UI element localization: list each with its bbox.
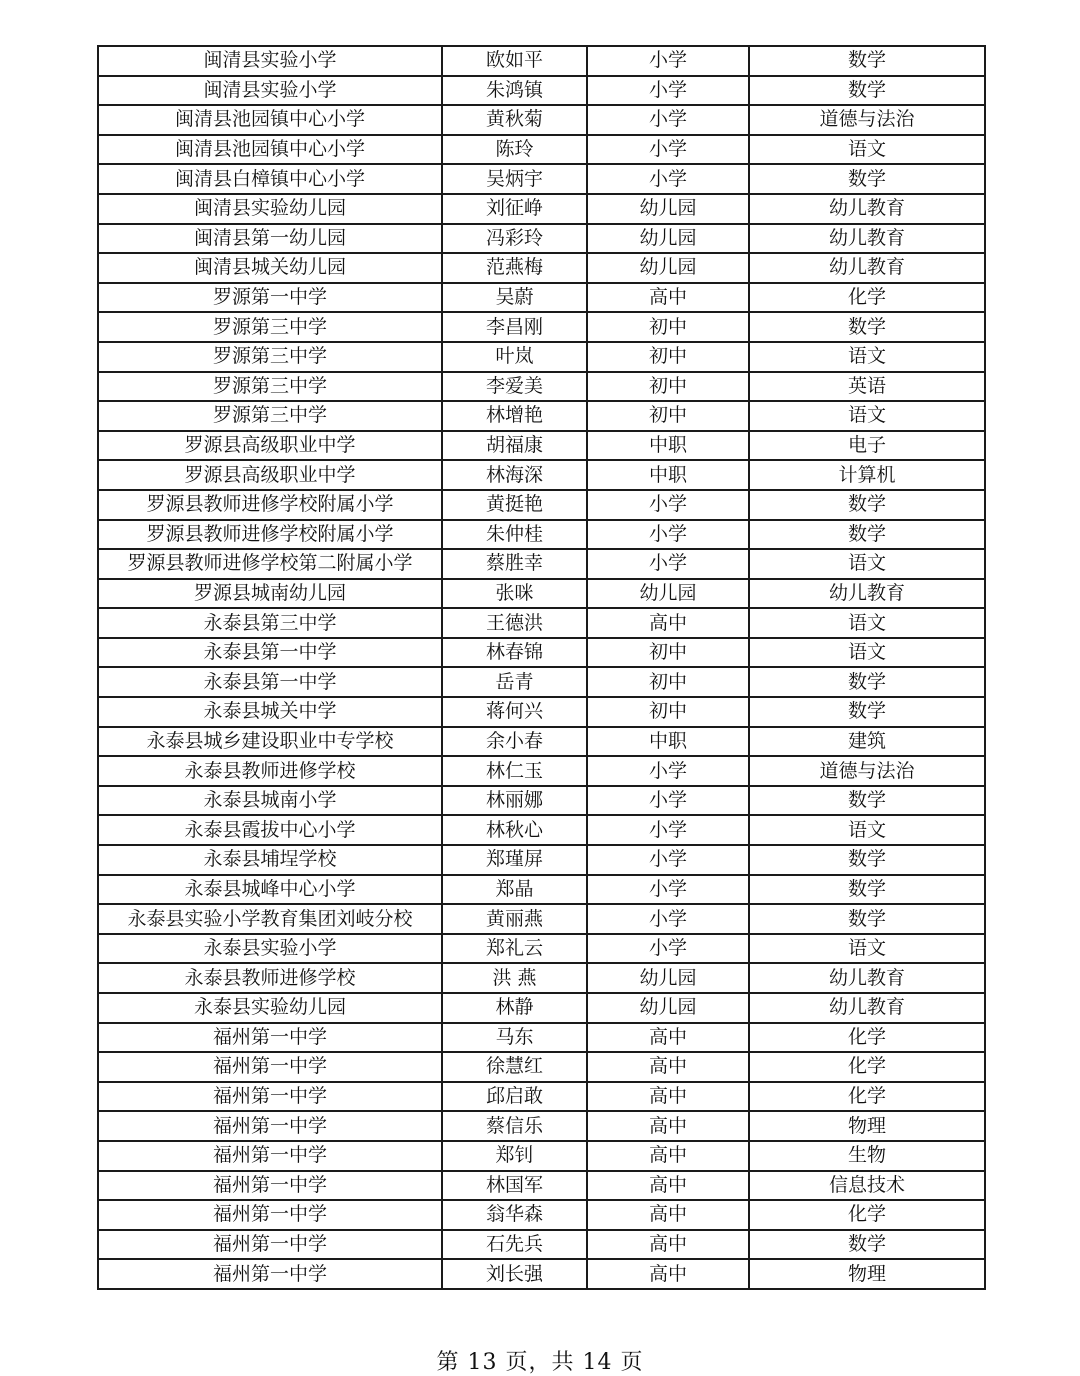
teacher-name-cell: 林静 [442, 993, 587, 1023]
school-cell: 闽清县实验小学 [98, 46, 442, 76]
level-cell: 幼儿园 [587, 194, 749, 224]
level-cell: 初中 [587, 342, 749, 372]
table-row [98, 401, 985, 431]
level-cell: 小学 [587, 490, 749, 520]
page-footer: 第 13 页，共 14 页 [436, 1350, 644, 1375]
teacher-name-cell: 吴炳宇 [442, 164, 587, 194]
level-cell: 幼儿园 [587, 993, 749, 1023]
level-cell: 中职 [587, 431, 749, 461]
subject-cell: 语文 [749, 608, 985, 638]
table-row [98, 1141, 985, 1171]
teacher-name-cell: 刘征峥 [442, 194, 587, 224]
teacher-name-cell: 郑礼云 [442, 934, 587, 964]
level-cell: 小学 [587, 46, 749, 76]
table-row [98, 845, 985, 875]
level-cell: 中职 [587, 460, 749, 490]
subject-cell: 数学 [749, 490, 985, 520]
level-cell: 小学 [587, 135, 749, 165]
table-row [98, 727, 985, 757]
subject-cell: 语文 [749, 135, 985, 165]
teacher-name-cell: 范燕梅 [442, 253, 587, 283]
subject-cell: 数学 [749, 1230, 985, 1260]
subject-cell: 语文 [749, 934, 985, 964]
level-cell: 高中 [587, 1111, 749, 1141]
teacher-name-cell: 黄丽燕 [442, 904, 587, 934]
table-row [98, 1171, 985, 1201]
teacher-name-cell: 李爱美 [442, 372, 587, 402]
teacher-name-cell: 蔡胜幸 [442, 549, 587, 579]
school-cell: 闽清县池园镇中心小学 [98, 135, 442, 165]
school-cell: 罗源县高级职业中学 [98, 431, 442, 461]
subject-cell: 数学 [749, 46, 985, 76]
school-cell: 福州第一中学 [98, 1052, 442, 1082]
school-cell: 罗源县教师进修学校附属小学 [98, 520, 442, 550]
school-cell: 罗源县城南幼儿园 [98, 579, 442, 609]
level-cell: 初中 [587, 372, 749, 402]
school-cell: 永泰县第一中学 [98, 638, 442, 668]
level-cell: 幼儿园 [587, 224, 749, 254]
teacher-name-cell: 林春锦 [442, 638, 587, 668]
school-cell: 永泰县第一中学 [98, 667, 442, 697]
subject-cell: 数学 [749, 76, 985, 106]
teacher-name-cell: 蒋何兴 [442, 697, 587, 727]
subject-cell: 化学 [749, 1023, 985, 1053]
level-cell: 高中 [587, 1023, 749, 1053]
teacher-name-cell: 胡福康 [442, 431, 587, 461]
school-cell: 闽清县实验小学 [98, 76, 442, 106]
table-row [98, 756, 985, 786]
school-cell: 罗源第三中学 [98, 312, 442, 342]
roster-table-container [97, 45, 984, 1290]
teacher-name-cell: 岳青 [442, 667, 587, 697]
teacher-name-cell: 林国军 [442, 1171, 587, 1201]
table-row [98, 342, 985, 372]
subject-cell: 物理 [749, 1259, 985, 1289]
table-row [98, 490, 985, 520]
school-cell: 永泰县霞拔中心小学 [98, 815, 442, 845]
teacher-name-cell: 郑钊 [442, 1141, 587, 1171]
level-cell: 中职 [587, 727, 749, 757]
subject-cell: 化学 [749, 1200, 985, 1230]
subject-cell: 幼儿教育 [749, 993, 985, 1023]
subject-cell: 语文 [749, 401, 985, 431]
teacher-name-cell: 马东 [442, 1023, 587, 1053]
school-cell: 永泰县城南小学 [98, 786, 442, 816]
level-cell: 高中 [587, 1259, 749, 1289]
subject-cell: 语文 [749, 815, 985, 845]
subject-cell: 数学 [749, 164, 985, 194]
subject-cell: 数学 [749, 904, 985, 934]
table-row [98, 283, 985, 313]
teacher-name-cell: 邱启敢 [442, 1082, 587, 1112]
level-cell: 小学 [587, 756, 749, 786]
level-cell: 幼儿园 [587, 253, 749, 283]
table-row [98, 1230, 985, 1260]
school-cell: 永泰县埔埕学校 [98, 845, 442, 875]
subject-cell: 幼儿教育 [749, 224, 985, 254]
table-row [98, 549, 985, 579]
level-cell: 初中 [587, 667, 749, 697]
school-cell: 闽清县第一幼儿园 [98, 224, 442, 254]
table-row [98, 608, 985, 638]
school-cell: 永泰县城峰中心小学 [98, 875, 442, 905]
table-row [98, 638, 985, 668]
subject-cell: 化学 [749, 1052, 985, 1082]
level-cell: 小学 [587, 520, 749, 550]
table-row [98, 934, 985, 964]
level-cell: 小学 [587, 164, 749, 194]
teacher-name-cell: 黄秋菊 [442, 105, 587, 135]
teacher-name-cell: 黄挺艳 [442, 490, 587, 520]
school-cell: 罗源第三中学 [98, 342, 442, 372]
table-row [98, 46, 985, 76]
level-cell: 小学 [587, 549, 749, 579]
level-cell: 初中 [587, 697, 749, 727]
teacher-name-cell: 翁华森 [442, 1200, 587, 1230]
teacher-name-cell: 余小春 [442, 727, 587, 757]
teacher-name-cell: 徐慧红 [442, 1052, 587, 1082]
roster-table [97, 45, 986, 1290]
school-cell: 福州第一中学 [98, 1259, 442, 1289]
level-cell: 小学 [587, 76, 749, 106]
school-cell: 福州第一中学 [98, 1171, 442, 1201]
level-cell: 小学 [587, 845, 749, 875]
teacher-name-cell: 林海深 [442, 460, 587, 490]
level-cell: 小学 [587, 875, 749, 905]
teacher-name-cell: 王德洪 [442, 608, 587, 638]
level-cell: 初中 [587, 638, 749, 668]
subject-cell: 物理 [749, 1111, 985, 1141]
subject-cell: 数学 [749, 697, 985, 727]
level-cell: 高中 [587, 283, 749, 313]
table-row [98, 667, 985, 697]
table-row [98, 904, 985, 934]
level-cell: 高中 [587, 1230, 749, 1260]
school-cell: 罗源第三中学 [98, 401, 442, 431]
subject-cell: 幼儿教育 [749, 194, 985, 224]
table-row [98, 786, 985, 816]
school-cell: 永泰县城关中学 [98, 697, 442, 727]
school-cell: 罗源县高级职业中学 [98, 460, 442, 490]
school-cell: 福州第一中学 [98, 1082, 442, 1112]
table-row [98, 76, 985, 106]
level-cell: 小学 [587, 904, 749, 934]
school-cell: 罗源第一中学 [98, 283, 442, 313]
subject-cell: 数学 [749, 520, 985, 550]
table-row [98, 105, 985, 135]
school-cell: 罗源第三中学 [98, 372, 442, 402]
table-row [98, 697, 985, 727]
subject-cell: 英语 [749, 372, 985, 402]
school-cell: 闽清县城关幼儿园 [98, 253, 442, 283]
teacher-name-cell: 李昌刚 [442, 312, 587, 342]
table-row [98, 1023, 985, 1053]
teacher-name-cell: 林增艳 [442, 401, 587, 431]
level-cell: 高中 [587, 608, 749, 638]
subject-cell: 建筑 [749, 727, 985, 757]
teacher-name-cell: 刘长强 [442, 1259, 587, 1289]
school-cell: 永泰县第三中学 [98, 608, 442, 638]
subject-cell: 语文 [749, 549, 985, 579]
table-row [98, 194, 985, 224]
teacher-name-cell: 林秋心 [442, 815, 587, 845]
table-row [98, 875, 985, 905]
table-row [98, 1200, 985, 1230]
subject-cell: 语文 [749, 342, 985, 372]
teacher-name-cell: 蔡信乐 [442, 1111, 587, 1141]
subject-cell: 数学 [749, 786, 985, 816]
school-cell: 罗源县教师进修学校第二附属小学 [98, 549, 442, 579]
table-row [98, 135, 985, 165]
teacher-name-cell: 叶岚 [442, 342, 587, 372]
teacher-name-cell: 石先兵 [442, 1230, 587, 1260]
school-cell: 永泰县实验小学教育集团刘岐分校 [98, 904, 442, 934]
roster-table-body [98, 46, 985, 1289]
school-cell: 福州第一中学 [98, 1200, 442, 1230]
level-cell: 小学 [587, 934, 749, 964]
school-cell: 永泰县教师进修学校 [98, 963, 442, 993]
school-cell: 永泰县实验幼儿园 [98, 993, 442, 1023]
subject-cell: 数学 [749, 667, 985, 697]
table-row [98, 1111, 985, 1141]
subject-cell: 幼儿教育 [749, 579, 985, 609]
table-row [98, 164, 985, 194]
school-cell: 闽清县白樟镇中心小学 [98, 164, 442, 194]
school-cell: 闽清县池园镇中心小学 [98, 105, 442, 135]
level-cell: 小学 [587, 105, 749, 135]
level-cell: 高中 [587, 1171, 749, 1201]
subject-cell: 化学 [749, 283, 985, 313]
level-cell: 小学 [587, 815, 749, 845]
table-row [98, 1259, 985, 1289]
teacher-name-cell: 朱鸿镇 [442, 76, 587, 106]
table-row [98, 372, 985, 402]
level-cell: 初中 [587, 401, 749, 431]
table-row [98, 312, 985, 342]
school-cell: 福州第一中学 [98, 1230, 442, 1260]
teacher-name-cell: 郑瑾屏 [442, 845, 587, 875]
subject-cell: 幼儿教育 [749, 253, 985, 283]
subject-cell: 道德与法治 [749, 105, 985, 135]
table-row [98, 993, 985, 1023]
teacher-name-cell: 洪 燕 [442, 963, 587, 993]
teacher-name-cell: 冯彩玲 [442, 224, 587, 254]
table-row [98, 1082, 985, 1112]
subject-cell: 数学 [749, 875, 985, 905]
teacher-name-cell: 朱仲桂 [442, 520, 587, 550]
teacher-name-cell: 吴蔚 [442, 283, 587, 313]
school-cell: 福州第一中学 [98, 1141, 442, 1171]
subject-cell: 计算机 [749, 460, 985, 490]
level-cell: 高中 [587, 1141, 749, 1171]
table-row [98, 224, 985, 254]
subject-cell: 生物 [749, 1141, 985, 1171]
subject-cell: 幼儿教育 [749, 963, 985, 993]
school-cell: 永泰县城乡建设职业中专学校 [98, 727, 442, 757]
teacher-name-cell: 欧如平 [442, 46, 587, 76]
level-cell: 小学 [587, 786, 749, 816]
teacher-name-cell: 林仁玉 [442, 756, 587, 786]
table-row [98, 253, 985, 283]
table-row [98, 579, 985, 609]
subject-cell: 语文 [749, 638, 985, 668]
table-row [98, 431, 985, 461]
level-cell: 幼儿园 [587, 963, 749, 993]
school-cell: 福州第一中学 [98, 1023, 442, 1053]
teacher-name-cell: 林丽娜 [442, 786, 587, 816]
school-cell: 永泰县教师进修学校 [98, 756, 442, 786]
table-row [98, 963, 985, 993]
table-row [98, 520, 985, 550]
subject-cell: 数学 [749, 845, 985, 875]
subject-cell: 电子 [749, 431, 985, 461]
table-row [98, 1052, 985, 1082]
level-cell: 高中 [587, 1200, 749, 1230]
school-cell: 罗源县教师进修学校附属小学 [98, 490, 442, 520]
level-cell: 高中 [587, 1052, 749, 1082]
table-row [98, 815, 985, 845]
level-cell: 幼儿园 [587, 579, 749, 609]
subject-cell: 数学 [749, 312, 985, 342]
subject-cell: 化学 [749, 1082, 985, 1112]
teacher-name-cell: 张咪 [442, 579, 587, 609]
school-cell: 福州第一中学 [98, 1111, 442, 1141]
subject-cell: 信息技术 [749, 1171, 985, 1201]
school-cell: 永泰县实验小学 [98, 934, 442, 964]
subject-cell: 道德与法治 [749, 756, 985, 786]
table-row [98, 460, 985, 490]
level-cell: 高中 [587, 1082, 749, 1112]
teacher-name-cell: 郑晶 [442, 875, 587, 905]
teacher-name-cell: 陈玲 [442, 135, 587, 165]
level-cell: 初中 [587, 312, 749, 342]
school-cell: 闽清县实验幼儿园 [98, 194, 442, 224]
